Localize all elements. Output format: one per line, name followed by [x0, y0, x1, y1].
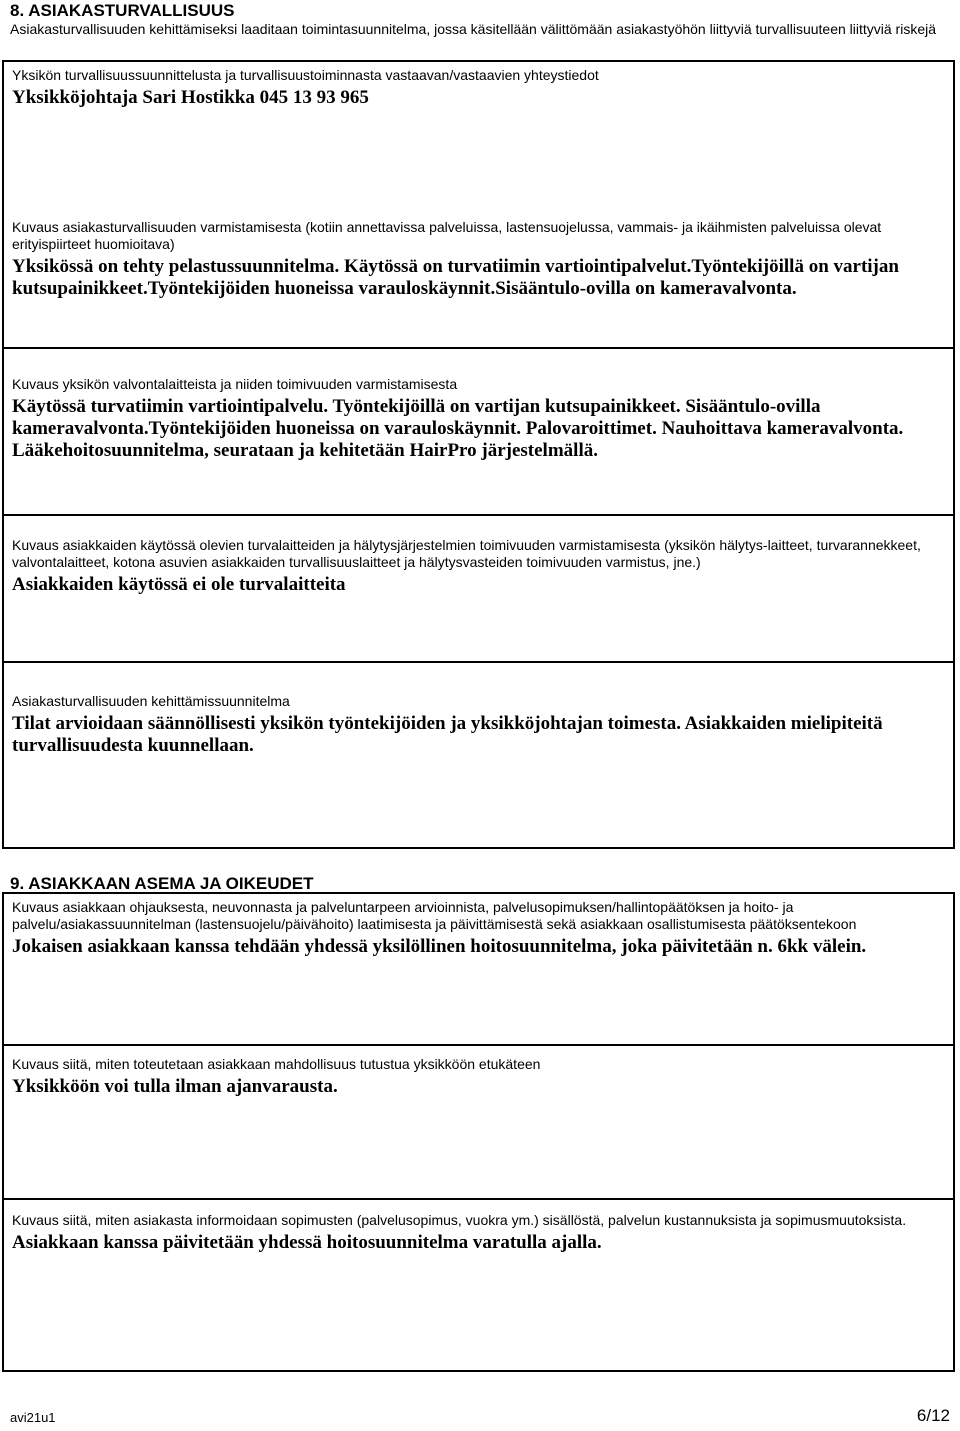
contact-answer: Yksikköjohtaja Sari Hostikka 045 13 93 965	[12, 87, 369, 108]
guidance-answer: Jokaisen asiakkaan kanssa tehdään yhdessä yksilöllinen hoitosuunnitelma, joka päivitetään n. 6kk välein.	[12, 936, 867, 957]
visit-answer: Yksikköön voi tulla ilman ajanvarausta.	[12, 1076, 338, 1097]
section-9-heading: 9. ASIAKKAAN ASEMA JA OIKEUDET	[10, 874, 314, 893]
page-number: 6/12	[916, 1406, 950, 1425]
development-answer: Tilat arvioidaan säännöllisesti yksikön työntekijöiden ja yksikköjohtajan toimesta. Asiakkaiden mielipiteitä turvallisuudesta kuunnellaan.	[12, 713, 883, 756]
visit-box	[2, 1046, 955, 1200]
guidance-box	[2, 892, 955, 1046]
contact-question: Yksikön turvallisuussuunnittelusta ja turvallisuustoiminnasta vastaavan/vastaavien yhteystiedot	[12, 67, 599, 83]
safety-question: Kuvaus asiakasturvallisuuden varmistamisesta (kotiin annettavissa palveluissa, lastensuojelussa, vammais- ja ikäihmisten palveluissa olevat erityispiirteet huomioitava)	[12, 219, 882, 252]
development-question: Asiakasturvallisuuden kehittämissuunnitelma	[12, 693, 290, 709]
client-devices-answer: Asiakkaiden käytössä ei ole turvalaitteita	[12, 574, 346, 595]
client-devices-question: Kuvaus asiakkaiden käytössä olevien turvalaitteiden ja hälytysjärjestelmien toimivuuden varmistamisesta (yksikön hälytys-laitteet, turvarannekkeet, valvontalaitteet, kotona asuvien asiakkaiden turvallisuuslaitteet ja hälytysvasteiden toimivuuden varmistus, jne.)	[12, 537, 921, 570]
contact-and-safety-box	[2, 60, 955, 349]
section-8-heading: 8. ASIAKASTURVALLISUUS	[10, 1, 235, 20]
monitoring-question: Kuvaus yksikön valvontalaitteista ja niiden toimivuuden varmistamisesta	[12, 376, 458, 392]
guidance-question: Kuvaus asiakkaan ohjauksesta, neuvonnasta ja palveluntarpeen arvioinnista, palvelusopimuksen/hallintopäätöksen ja hoito- ja palvelu/asiakassuunnitelman (lastensuojelu/päivähoito) laatimisesta ja päivittämisestä sekä asiakkaan osallistumisesta päätöksentekoon	[12, 899, 857, 932]
contracts-box	[2, 1200, 955, 1372]
monitoring-answer: Käytössä turvatiimin vartiointipalvelu. Työntekijöillä on vartijan kutsupainikkeet. Sisääntulo-ovilla kameravalvonta.Työntekijöiden huoneissa on varauloskäynnit. Palovaroittimet. Nauhoittava kameravalvonta. Lääkehoitosuunnitelma, seurataan ja kehitetään HairPro järjestelmällä.	[12, 396, 904, 461]
development-plan-box	[2, 663, 955, 849]
safety-answer: Yksikössä on tehty pelastussuunnitelma. Käytössä on turvatiimin vartiointipalvelut.Työntekijöillä on vartijan kutsupainikkeet.Työntekijöiden huoneissa varauloskäynnit.Sisääntulo-ovilla on kameravalvonta.	[12, 256, 899, 299]
visit-question: Kuvaus siitä, miten toteutetaan asiakkaan mahdollisuus tutustua yksikköön etukäteen	[12, 1056, 541, 1072]
monitoring-devices-box	[2, 349, 955, 516]
document-code: avi21u1	[10, 1410, 56, 1425]
section-8-intro: Asiakasturvallisuuden kehittämiseksi laaditaan toimintasuunnitelma, jossa käsitellään välittömään asiakastyöhön liittyviä turvallisuuteen liittyviä riskejä	[10, 21, 937, 37]
contracts-question: Kuvaus siitä, miten asiakasta informoidaan sopimusten (palvelusopimus, vuokra ym.) sisällöstä, palvelun kustannuksista ja sopimusmuutoksista.	[12, 1212, 907, 1228]
client-safety-devices-box	[2, 516, 955, 663]
contracts-answer: Asiakkaan kanssa päivitetään yhdessä hoitosuunnitelma varatulla ajalla.	[12, 1232, 602, 1253]
